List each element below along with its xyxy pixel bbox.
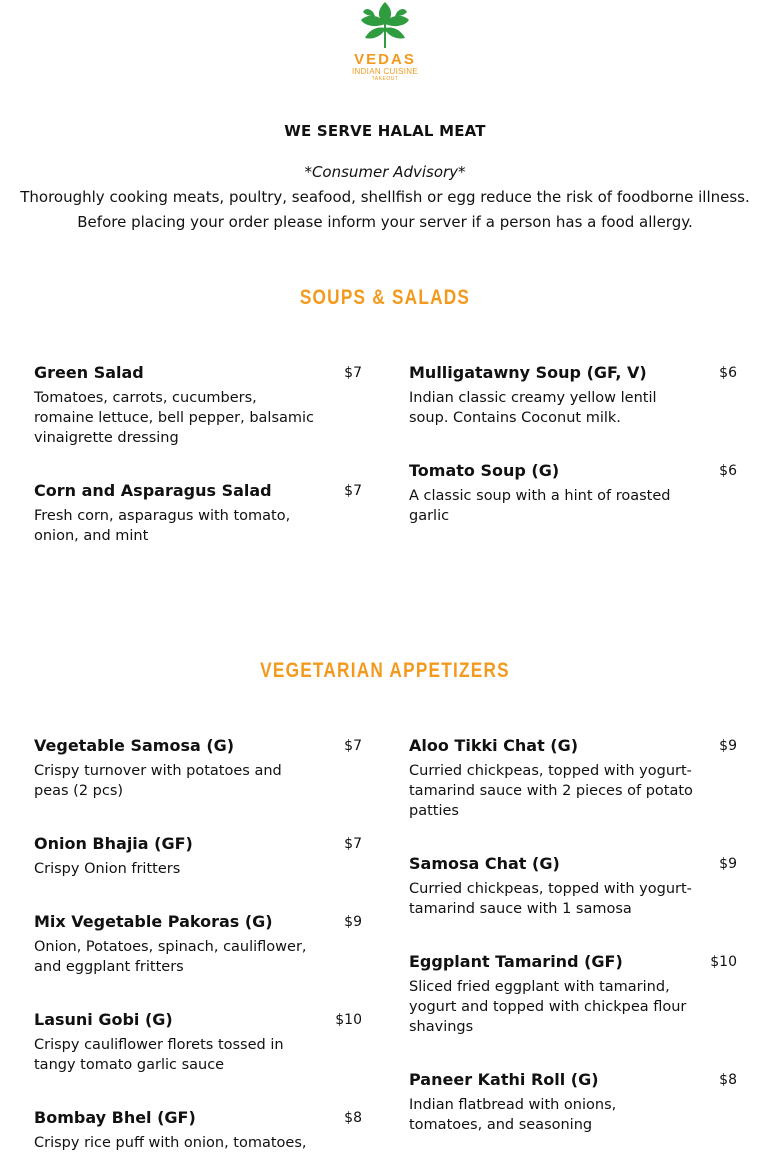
item-description: Curried chickpeas, topped with yogurt-tamarind sauce with 1 samosa	[409, 881, 692, 917]
item-price: $7	[344, 738, 362, 754]
item-name: Aloo Tikki Chat (G)	[409, 736, 579, 755]
item-price: $8	[719, 1072, 737, 1088]
item-price: $8	[344, 1110, 362, 1126]
item-description: Crispy turnover with potatoes and peas (2 pcs)	[34, 763, 282, 799]
item-name: Corn and Asparagus Salad	[34, 481, 272, 500]
item-description: Fresh corn, asparagus with tomato, onion, and mint	[34, 508, 291, 544]
item-price: $6	[719, 365, 737, 381]
item-price: $9	[344, 914, 362, 930]
item-description: Sliced fried eggplant with tamarind, yogurt and topped with chickpea flour shavings	[409, 979, 687, 1035]
item-name: Bombay Bhel (GF)	[34, 1108, 196, 1127]
brand-name: VEDAS	[354, 51, 416, 68]
halal-notice: WE SERVE HALAL MEAT	[284, 122, 486, 140]
section-title-soups-salads: SOUPS & SALADS	[299, 286, 471, 309]
item-description: Indian classic creamy yellow lentil soup. Contains Coconut milk.	[409, 390, 657, 426]
item-name: Mix Vegetable Pakoras (G)	[34, 912, 273, 931]
item-price: $7	[344, 365, 362, 381]
item-price: $6	[719, 463, 737, 479]
item-name: Mulligatawny Soup (GF, V)	[409, 363, 647, 382]
item-price: $9	[719, 856, 737, 872]
leaf-icon	[355, 0, 415, 50]
item-name: Paneer Kathi Roll (G)	[409, 1070, 599, 1089]
item-price: $10	[710, 954, 737, 970]
item-name: Tomato Soup (G)	[409, 461, 560, 480]
item-description: A classic soup with a hint of roasted garlic	[409, 488, 671, 524]
section-title-vegetarian-appetizers: VEGETARIAN APPETIZERS	[260, 659, 510, 682]
brand-tagline: TAKEOUT	[371, 76, 399, 82]
item-description: Curried chickpeas, topped with yogurt-tamarind sauce with 2 pieces of potato patties	[409, 763, 693, 819]
item-price: $9	[719, 738, 737, 754]
item-description: Crispy cauliflower florets tossed in tangy tomato garlic sauce	[34, 1037, 284, 1073]
item-name: Eggplant Tamarind (GF)	[409, 952, 623, 971]
item-name: Lasuni Gobi (G)	[34, 1010, 173, 1029]
advisory-line-2: Before placing your order please inform your server if a person has a food allergy.	[77, 213, 693, 231]
item-description: Tomatoes, carrots, cucumbers, romaine lettuce, bell pepper, balsamic vinaigrette dressing	[34, 390, 315, 446]
item-name: Samosa Chat (G)	[409, 854, 560, 873]
item-description: Indian flatbread with onions, tomatoes, and seasoning	[409, 1097, 617, 1133]
item-name: Green Salad	[34, 363, 144, 382]
item-description: Onion, Potatoes, spinach, cauliflower, and eggplant fritters	[34, 939, 307, 975]
advisory-line-1: Thoroughly cooking meats, poultry, seafood, shellfish or egg reduce the risk of foodborne illness.	[20, 188, 750, 206]
consumer-advisory-title: *Consumer Advisory*	[304, 163, 466, 181]
brand-subtitle: INDIAN CUISINE	[352, 67, 418, 76]
item-price: $10	[335, 1012, 362, 1028]
item-description: Crispy Onion fritters	[34, 861, 181, 877]
item-name: Vegetable Samosa (G)	[34, 736, 235, 755]
item-description: Crispy rice puff with onion, tomatoes,	[34, 1135, 307, 1151]
item-price: $7	[344, 836, 362, 852]
item-name: Onion Bhajia (GF)	[34, 834, 193, 853]
item-price: $7	[344, 483, 362, 499]
vedas-logo	[340, 0, 430, 90]
